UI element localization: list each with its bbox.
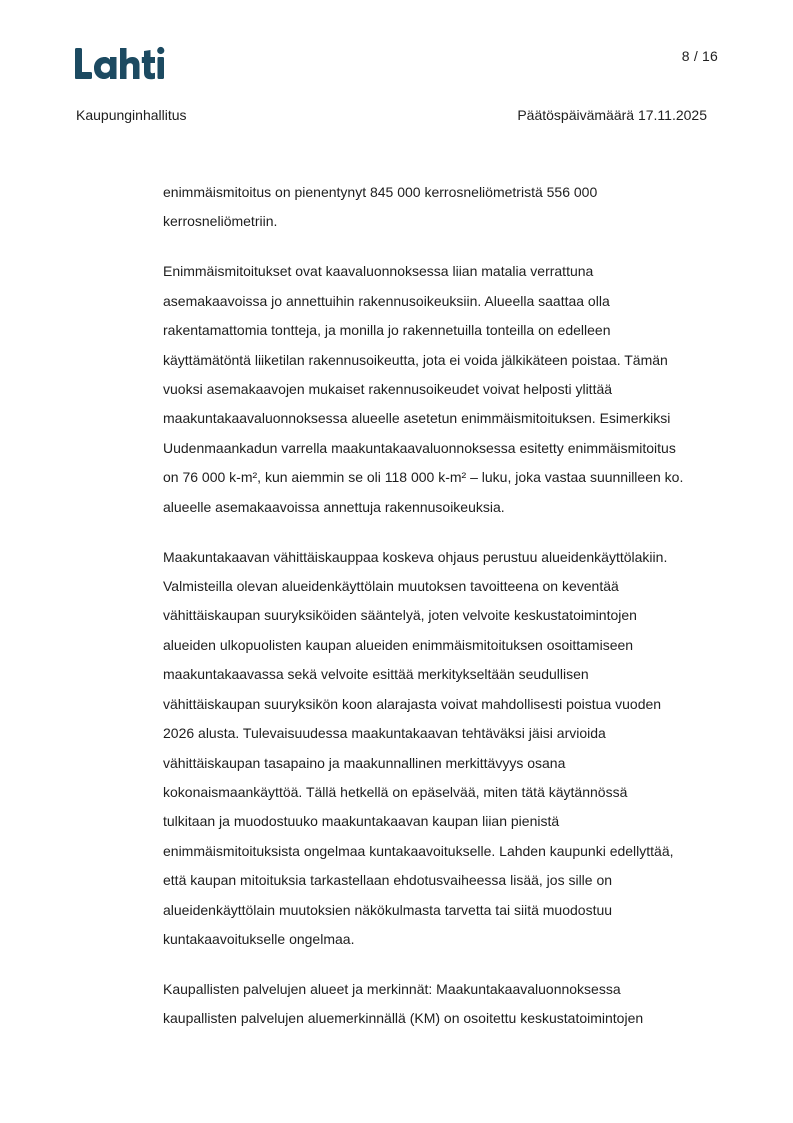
- paragraph-line: alueelle asemakaavoissa annettuja rakennusoikeuksia.: [163, 498, 505, 515]
- paragraph-line: maakuntakaavassa sekä velvoite esittää merkitykseltään seudullisen: [163, 666, 589, 683]
- paragraph-line: 2026 alusta. Tulevaisuudessa maakuntakaavan tehtäväksi jäisi arvioida: [163, 725, 606, 742]
- paragraph-line: rakentamattomia tontteja, ja monilla jo rakennetuilla tonteilla on edelleen: [163, 322, 611, 339]
- body-paragraph: [163, 975, 733, 1034]
- paragraph-line: on 76 000 k-m², kun aiemmin se oli 118 000 k-m² – luku, joka vastaa suunnilleen ko.: [163, 469, 684, 486]
- paragraph-line: alueiden ulkopuolisten kaupan alueiden enimmäismitoituksen osoittamiseen: [163, 636, 634, 653]
- paragraph-line: kuntakaavoitukselle ongelmaa.: [163, 930, 355, 947]
- paragraph-line: kaupallisten palvelujen aluemerkinnällä (KM) on osoitettu keskustatoimintojen: [163, 1010, 644, 1027]
- decision-date: Päätöspäivämäärä 17.11.2025: [517, 107, 707, 123]
- paragraph-line: Uudenmaankadun varrella maakuntakaavaluonnoksessa esitetty enimmäismitoitus: [163, 439, 676, 456]
- paragraph-line: että kaupan mitoituksia tarkastellaan ehdotusvaiheessa lisää, jos sille on: [163, 872, 613, 889]
- paragraph-line: tulkitaan ja muodostuuko maakuntakaavan kaupan liian pienistä: [163, 813, 560, 830]
- paragraph-line: kerrosneliömetriin.: [163, 213, 278, 230]
- paragraph-line: enimmäismitoitus on pienentynyt 845 000 kerrosneliömetristä 556 000: [163, 184, 598, 200]
- body-paragraph: [163, 178, 733, 237]
- paragraph-line: Kaupallisten palvelujen alueet ja merkinnät: Maakuntakaavaluonnoksessa: [163, 980, 621, 997]
- paragraph-line: vähittäiskaupan tasapaino ja maakunnallinen merkittävyys osana: [163, 754, 566, 771]
- paragraph-line: vuoksi asemakaavojen mukaiset rakennusoikeudet voivat helposti ylittää: [163, 381, 613, 398]
- paragraph-line: käyttämätöntä liiketilan rakennusoikeutta, jota ei voida jälkikäteen poistaa. Tämän: [163, 351, 668, 368]
- body-paragraph: [163, 543, 733, 955]
- body-paragraph: [163, 257, 733, 522]
- paragraph-line: vähittäiskaupan suuryksiköiden sääntelyä, joten velvoite keskustatoimintojen: [163, 607, 637, 624]
- paragraph-line: Valmisteilla olevan alueidenkäyttölain muutoksen tavoitteena on keventää: [163, 578, 619, 595]
- document-body: [163, 178, 733, 1054]
- lahti-logo: [74, 44, 166, 82]
- paragraph-line: asemakaavoissa jo annettuihin rakennusoikeuksiin. Alueella saattaa olla: [163, 292, 610, 309]
- page-number: 8 / 16: [681, 48, 718, 64]
- paragraph-line: alueidenkäyttölain muutoksien näkökulmasta tarvetta tai siitä muodostuu: [163, 901, 613, 918]
- logo-lettering: [75, 47, 164, 79]
- paragraph-line: vähittäiskaupan suuryksikön koon alarajasta voivat mahdollisesti poistua vuoden: [163, 695, 662, 712]
- paragraph-line: kokonaismaankäyttöä. Tällä hetkellä on epäselvää, miten tätä käytännössä: [163, 783, 628, 800]
- paragraph-line: Maakuntakaavan vähittäiskauppaa koskeva ohjaus perustuu alueidenkäyttölakiin.: [163, 548, 668, 565]
- paragraph-line: enimmäismitoituksista ongelmaa kuntakaavoitukselle. Lahden kaupunki edellyttää,: [163, 842, 674, 859]
- paragraph-line: Enimmäismitoitukset ovat kaavaluonnoksessa liian matalia verrattuna: [163, 263, 594, 280]
- org-name: Kaupunginhallitus: [76, 107, 187, 123]
- paragraph-line: maakuntakaavaluonnoksessa alueelle asetetun enimmäismitoituksen. Esimerkiksi: [163, 410, 671, 427]
